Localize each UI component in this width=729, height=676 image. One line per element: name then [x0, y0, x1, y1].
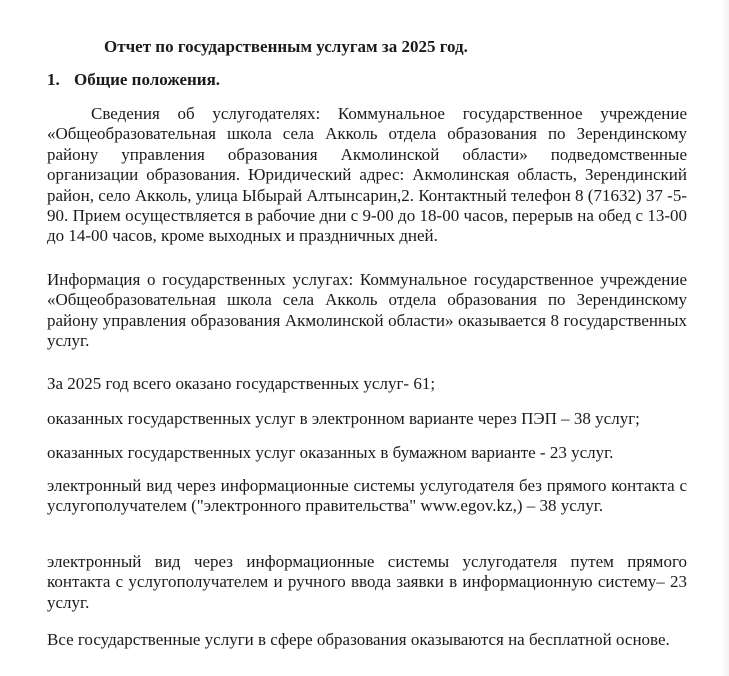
scan-edge-shadow: [721, 0, 729, 676]
section-number: 1.: [47, 70, 60, 89]
paragraph-services-info: Информация о государственных услугах: Коммунальное государственное учреждение «Общеобразовательная школа села Акколь отдела образования по Зерендинскому району управления образования Акмолинской области» оказывается 8 государственных услуг.: [47, 270, 687, 351]
paragraph-paper-services: оказанных государственных услуг оказанных в бумажном варианте - 23 услуг.: [47, 443, 614, 462]
section-heading: [47, 70, 220, 90]
paragraph-egov-no-contact: электронный вид через информационные системы услугодателя без прямого контакта с услугополучателем ("электронного правительства" www.egov.kz,) – 38 услуг.: [47, 476, 687, 516]
paragraph-total-services: За 2025 год всего оказано государственных услуг- 61;: [47, 374, 436, 393]
paragraph-direct-contact: электронный вид через информационные системы услугодателя путем прямого контакта с услугополучателем и ручного ввода заявки в информационную систему– 23 услуг.: [47, 552, 687, 612]
document-title: Отчет по государственным услугам за 2025 год.: [104, 37, 468, 56]
paragraph-free-services: Все государственные услуги в сфере образования оказываются на бесплатной основе.: [47, 630, 670, 649]
paragraph-service-providers: Сведения об услугодателях: Коммунальное государственное учреждение «Общеобразовательная школа села Акколь отдела образования по Зерендинскому району управления образования Акмолинской области» подведомственные организации образования. Юридический адрес: Акмолинская область, Зерендинский район, село Акколь, улица Ыбырай Алтынсарин,2. Контактный телефон 8 (71632) 37 -5-90. Прием осуществляется в рабочие дни с 9-00 до 18-00 часов, перерыв на обед с 13-00 до 14-00 часов, кроме выходных и праздничных дней.: [47, 104, 687, 246]
paragraph-electronic-services: оказанных государственных услуг в электронном варианте через ПЭП – 38 услуг;: [47, 409, 640, 428]
section-heading-text: Общие положения.: [74, 70, 221, 89]
